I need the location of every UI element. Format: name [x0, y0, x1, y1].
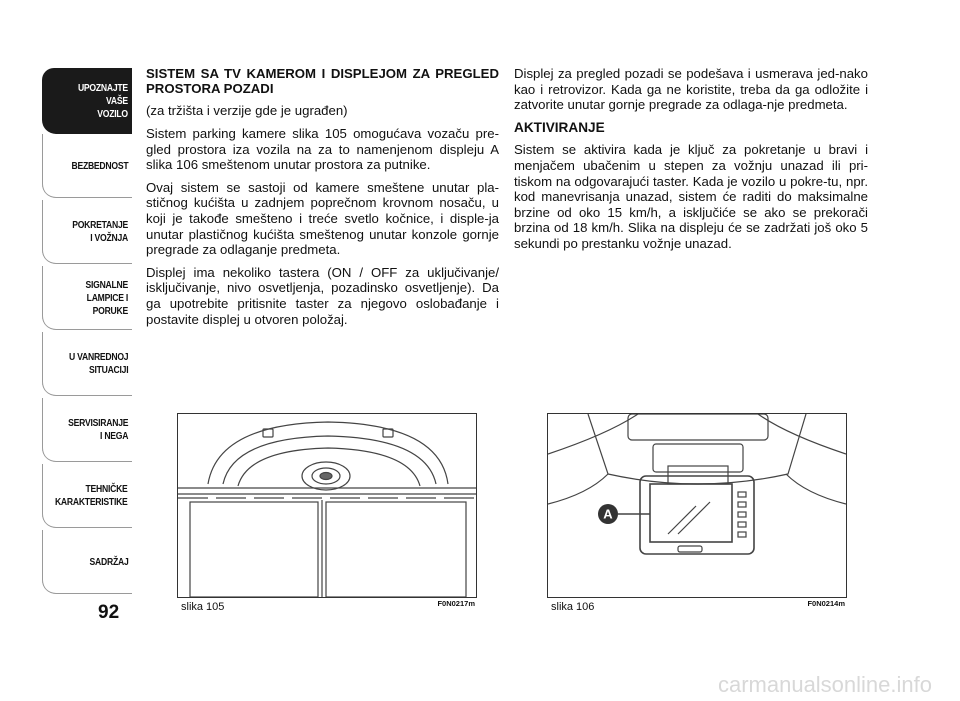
- paragraph: Displej ima nekoliko tastera (ON / OFF za uključivanje/ isključivanje, nivo osvetljenja, pozadinsko osvetljenje). Da ga upotrebite pritisnite taster za njegovo oslobađanje i postavite displej u otvoren položaj.: [146, 264, 499, 327]
- camera-illustration: [177, 413, 477, 598]
- callout-a-label: A: [603, 506, 613, 522]
- sidebar: [0, 0, 140, 701]
- tab-upoznajte-vase-vozilo[interactable]: [42, 68, 132, 134]
- page-number: 92: [98, 602, 120, 623]
- display-illustration: [547, 413, 847, 598]
- tab-servisiranje-i-nega[interactable]: [42, 398, 132, 462]
- right-column: [514, 66, 868, 259]
- paragraph: Displej za pregled pozadi se podešava i usmerava jed-nako kao i retrovizor. Kada ga ne koristite, treba da ga odložite i zatvorite unutar gornje pregrade za odlaga-nje predmeta.: [514, 66, 868, 113]
- tab-label: UPOZNAJTE VAŠE VOZILO: [78, 81, 128, 120]
- figure-caption: slika 105: [181, 601, 225, 613]
- paragraph: Sistem se aktivira kada je ključ za pokretanje u bravi i menjačem ubačenim u stepen za vožnju unazad ili pri-tiskom na odgovarajući taster. Kada je vozilo u pokre-tu, npr. kod manevrisanja unazad, sistem će raditi do maksimalne brzine od oko 15 km/h, a isključiće se ako se prekorači brzina od 18 km/h. Slika na displeju će se zadržati još oko 5 sekundi po prestanku vožnje unazad.: [514, 142, 868, 251]
- tab-signalne-lampice-i-poruke[interactable]: [42, 266, 132, 330]
- tab-label: SIGNALNE LAMPICE I PORUKE: [85, 278, 128, 317]
- tab-sadrzaj[interactable]: [42, 530, 132, 594]
- paragraph: Ovaj sistem se sastoji od kamere smeštene unutar pla-stičnog kućišta u zadnjem poprečnom krovnom nosaču, u koji je takođe smešteno i treće svetlo kočnice, i disple-ja unutar plastičnog kućišta smeštenog unutar konzole gornje pregrade za odlaganje predmeta.: [146, 179, 499, 258]
- tab-bezbednost[interactable]: [42, 134, 132, 198]
- figure-caption: slika 106: [551, 601, 595, 613]
- section-subheading: (za tržišta i verzije gde je ugrađen): [146, 103, 348, 119]
- figure-code: F0N0214m: [807, 599, 845, 608]
- tab-label: SADRŽAJ: [89, 555, 128, 568]
- section-heading: SISTEM SA TV KAMEROM I DISPLEJOM ZA PREGLED PROSTORA POZADI: [146, 66, 499, 97]
- section-title: AKTIVIRANJE: [514, 119, 605, 135]
- left-column: [146, 66, 499, 334]
- figure-106: [547, 413, 847, 621]
- paragraph: Sistem parking kamere slika 105 omogućava vozaču pre-gled prostora iza vozila na za to namenjenom displeju A slika 106 smeštenom unutar prostora za putnike.: [146, 126, 499, 173]
- tab-label: U VANREDNOJ SITUACIJI: [68, 351, 128, 376]
- tab-pokretanje-i-voznja[interactable]: [42, 200, 132, 264]
- figure-code: F0N0217m: [437, 599, 475, 608]
- figure-105: [177, 413, 477, 621]
- tab-label: SERVISIRANJE I NEGA: [67, 417, 128, 442]
- tab-u-vanrednoj-situaciji[interactable]: [42, 332, 132, 396]
- tab-label: POKRETANJE I VOŽNJA: [72, 219, 128, 244]
- tab-tehnicke-karakteristike[interactable]: [42, 464, 132, 528]
- tab-label: BEZBEDNOST: [71, 159, 128, 172]
- tab-label: TEHNIČKE KARAKTERISTIKE: [55, 483, 128, 508]
- watermark: carmanualsonline.info: [717, 672, 932, 697]
